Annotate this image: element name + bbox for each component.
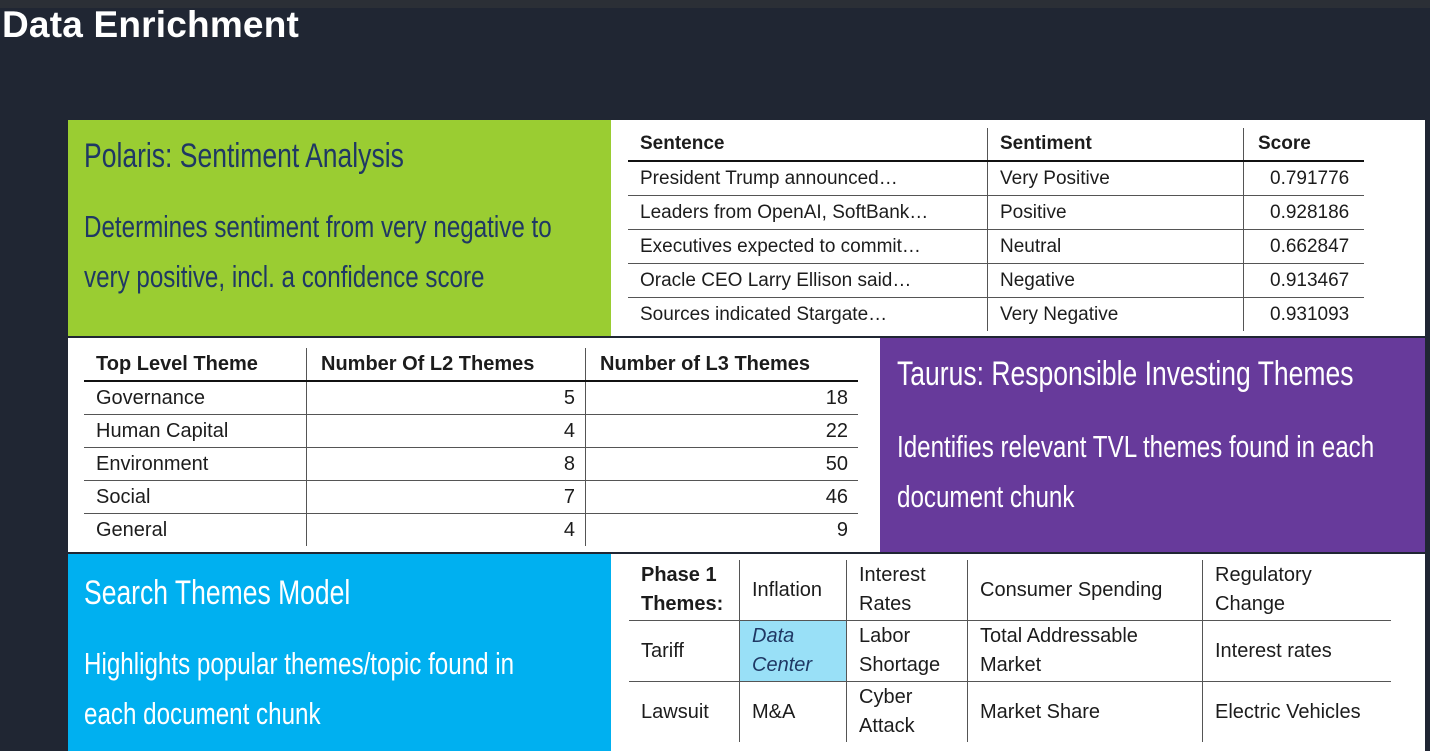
search-desc-line2: each document chunk (84, 696, 321, 731)
sentence-cell: Executives expected to commit… (628, 230, 988, 264)
theme-name-cell: Social (84, 481, 307, 514)
sentiment-header: Sentiment (988, 128, 1244, 161)
table-row (628, 196, 1364, 230)
theme-cell-consumer-spending: Consumer Spending (968, 560, 1203, 621)
phase-label-line2: Themes: (641, 593, 724, 615)
phase-label-line1: Phase 1 (641, 564, 717, 586)
theme-cell-m-and-a: M&A (740, 682, 847, 743)
search-themes-grid-panel (611, 554, 1425, 751)
l2-count-cell: 5 (307, 381, 586, 415)
search-themes-grid (629, 560, 1391, 742)
theme-cell-inflation: Inflation (740, 560, 847, 621)
theme-header-row (84, 348, 858, 381)
theme-text-line1: Regulatory (1215, 564, 1312, 586)
sentiment-header-row (628, 128, 1364, 161)
theme-text-line1: Interest (859, 564, 926, 586)
table-row (84, 514, 858, 547)
theme-table (84, 348, 858, 546)
search-desc-line1: Highlights popular themes/topic found in (84, 646, 515, 681)
theme-cell-lawsuit: Lawsuit (641, 700, 709, 723)
table-row (84, 415, 858, 448)
table-row (84, 381, 858, 415)
sentiment-table (628, 128, 1364, 331)
table-row (628, 230, 1364, 264)
l3-count-cell: 9 (586, 514, 859, 547)
polaris-title: Polaris: Sentiment Analysis (84, 137, 404, 175)
table-row (84, 448, 858, 481)
table-row (629, 621, 1391, 682)
theme-text-line1: Cyber (859, 686, 913, 708)
score-header: Score (1244, 128, 1365, 161)
taurus-desc-line1: Identifies relevant TVL themes found in each (897, 429, 1375, 464)
score-cell: 0.913467 (1244, 264, 1365, 298)
table-row (629, 560, 1391, 621)
l3-count-cell: 50 (586, 448, 859, 481)
l3-count-cell: 22 (586, 415, 859, 448)
page-title: Data Enrichment (2, 4, 300, 45)
sentiment-table-panel (611, 120, 1425, 336)
l2-count-cell: 4 (307, 514, 586, 547)
sentence-cell: Oracle CEO Larry Ellison said… (628, 264, 988, 298)
sentence-cell: President Trump announced… (628, 161, 988, 196)
l2-themes-header: Number Of L2 Themes (307, 348, 586, 381)
theme-text-line2: Market (980, 654, 1042, 676)
table-row (628, 161, 1364, 196)
table-row (84, 481, 858, 514)
sentiment-cell: Neutral (988, 230, 1244, 264)
theme-cell-labor-shortage (847, 621, 968, 682)
theme-cell-total-addressable-market (968, 621, 1203, 682)
theme-table-panel (68, 338, 880, 552)
taurus-panel (880, 338, 1425, 552)
search-themes-panel (68, 554, 611, 751)
theme-cell-cyber-attack (847, 682, 968, 743)
l3-count-cell: 18 (586, 381, 859, 415)
l2-count-cell: 4 (307, 415, 586, 448)
l2-count-cell: 8 (307, 448, 586, 481)
score-cell: 0.662847 (1244, 230, 1365, 264)
theme-text-line2: Change (1215, 593, 1286, 615)
sentiment-cell: Positive (988, 196, 1244, 230)
polaris-desc-line1: Determines sentiment from very negative to (84, 209, 552, 244)
theme-cell-market-share: Market Share (968, 682, 1203, 743)
theme-text-line1: Total Addressable (980, 625, 1138, 647)
theme-text-line1: Labor (859, 625, 911, 647)
theme-name-cell: General (96, 518, 168, 541)
theme-cell-tariff: Tariff (629, 621, 740, 682)
sentence-cell: Leaders from OpenAI, SoftBank… (628, 196, 988, 230)
theme-name-cell: Governance (84, 381, 307, 415)
score-cell: 0.928186 (1244, 196, 1365, 230)
theme-name-cell: Human Capital (84, 415, 307, 448)
table-row (628, 264, 1364, 298)
search-title: Search Themes Model (84, 574, 351, 612)
sentiment-cell: Very Negative (988, 298, 1244, 332)
polaris-desc-line2: very positive, incl. a confidence score (84, 259, 485, 294)
taurus-title: Taurus: Responsible Investing Themes (897, 355, 1354, 393)
l2-count-cell: 7 (307, 481, 586, 514)
polaris-panel (68, 120, 611, 336)
theme-cell-data-center (740, 621, 847, 682)
table-row (628, 298, 1364, 332)
theme-cell-regulatory-change (1203, 560, 1392, 621)
table-row (629, 682, 1391, 743)
sentiment-cell: Negative (988, 264, 1244, 298)
theme-text-line2: Center (752, 654, 813, 676)
sentence-header: Sentence (628, 128, 988, 161)
theme-text-line2: Shortage (859, 654, 941, 676)
taurus-desc-line2: document chunk (897, 479, 1075, 514)
sentiment-cell: Very Positive (988, 161, 1244, 196)
phase-label (629, 560, 740, 621)
theme-name-cell: Environment (84, 448, 307, 481)
score-cell: 0.791776 (1244, 161, 1365, 196)
theme-cell-electric-vehicles: Electric Vehicles (1203, 682, 1392, 743)
l3-count-cell: 46 (586, 481, 859, 514)
theme-cell-interest-rates (847, 560, 968, 621)
l3-themes-header: Number of L3 Themes (586, 348, 859, 381)
theme-text-line2: Rates (859, 593, 912, 615)
theme-text-line2: Attack (859, 715, 915, 737)
top-level-theme-header: Top Level Theme (84, 348, 307, 381)
theme-cell-interest-rates-2: Interest rates (1203, 621, 1392, 682)
sentence-cell: Sources indicated Stargate… (640, 303, 888, 325)
score-cell: 0.931093 (1244, 298, 1365, 332)
theme-text-line1: Data (752, 625, 795, 647)
